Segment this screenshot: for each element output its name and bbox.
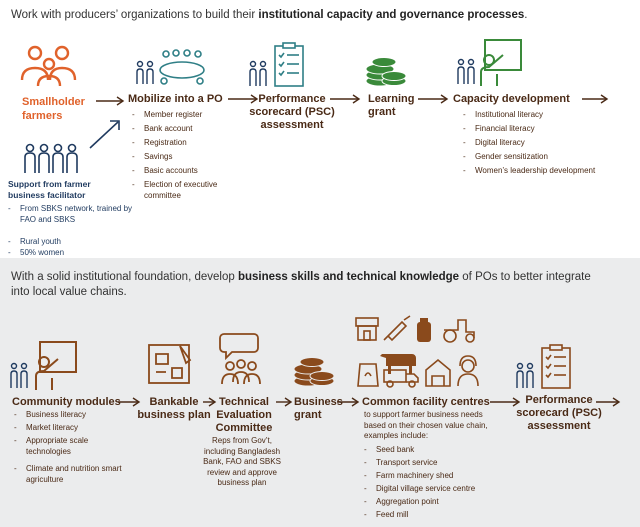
- smallholder-label: Smallholder farmers: [22, 96, 85, 122]
- clipboard-checklist-icon: [514, 344, 576, 392]
- tec-title: Technical Evaluation Committee: [215, 396, 273, 434]
- list-item: - Registration: [130, 137, 250, 148]
- coins-icon: [364, 52, 408, 88]
- list-item: - Bank account: [130, 123, 250, 134]
- facilitator-list: [6, 203, 136, 258]
- seed-bag-icon: [358, 364, 378, 386]
- diagonal-arrow: [88, 118, 124, 150]
- list-item: - Aggregation point: [362, 496, 502, 507]
- list-item: - Feed mill: [362, 509, 502, 520]
- tec-note: Reps from Gov’t, including Bangladesh Bank, FAO and SBKS review and approve business plan: [203, 436, 281, 487]
- headset-person-icon: [458, 356, 478, 386]
- teacher-board-icon: [455, 38, 525, 88]
- milk-bottle-icon: [417, 318, 431, 342]
- psc-label: Performance scorecard (PSC) assessment: [249, 93, 335, 131]
- barn-icon: [426, 360, 450, 386]
- list-item: - Institutional literacy: [461, 109, 636, 120]
- meeting-table-icon: [134, 48, 210, 88]
- list-item: - 50% women: [6, 247, 136, 258]
- list-item: - Digital literacy: [461, 137, 636, 148]
- list-item: - Election of executive committee: [130, 179, 250, 201]
- cow-icon: [380, 354, 416, 374]
- list-item: - Savings: [130, 151, 250, 162]
- flow-arrow: [330, 94, 364, 104]
- list-item: - Rural youth: [6, 236, 136, 247]
- list-item: - Business literacy: [12, 409, 132, 420]
- learning-grant-label: Learning grant: [368, 93, 415, 118]
- committee-icon: [218, 332, 264, 388]
- syringe-icon: [384, 316, 410, 340]
- tractor-icon: [444, 320, 474, 342]
- list-item: - Gender sensitization: [461, 151, 636, 162]
- mobilize-title: Mobilize into a PO: [128, 93, 223, 105]
- list-item: - Digital village service centre: [362, 483, 502, 494]
- mobilize-list: [130, 109, 250, 201]
- facility-icons: [354, 314, 484, 390]
- list-item: - Farm machinery shed: [362, 470, 502, 481]
- capacity-title: Capacity development: [453, 93, 570, 105]
- list-item: - Member register: [130, 109, 250, 120]
- farmers-icon: [18, 44, 80, 90]
- list-item: - Seed bank: [362, 444, 502, 455]
- shop-icon: [356, 318, 378, 340]
- flow-arrow: [96, 96, 128, 106]
- capacity-list: [461, 109, 636, 176]
- clipboard-checklist-icon: [247, 42, 309, 90]
- list-item: - Transport service: [362, 457, 502, 468]
- list-item: - Financial literacy: [461, 123, 636, 134]
- coins-icon: [292, 352, 336, 388]
- people-group-icon: [22, 143, 80, 175]
- flow-arrow: [582, 94, 612, 104]
- flow-arrow: [337, 397, 363, 407]
- community-title: Community modules: [12, 396, 121, 408]
- top-intro: Work with producers’ organizations to build their institutional capacity and governance processes.: [11, 9, 528, 21]
- blueprint-icon: [146, 342, 194, 388]
- teacher-board-icon: [8, 340, 80, 392]
- psc-label-bottom: Performance scorecard (PSC) assessment: [516, 394, 602, 432]
- flow-arrow: [418, 94, 452, 104]
- bottom-intro: With a solid institutional foundation, develop business skills and technical knowledge of POs to better integrate into local value chains.: [11, 271, 591, 298]
- cfc-list: [362, 444, 502, 520]
- community-list: [12, 409, 132, 485]
- list-item: - Women’s leadership development: [461, 165, 636, 176]
- flow-arrow: [276, 397, 296, 407]
- bankable-label: Bankable business plan: [137, 396, 211, 421]
- list-item: - Market literacy: [12, 422, 132, 433]
- facilitator-title: Support from farmer business facilitator: [8, 179, 91, 200]
- list-item: - Climate and nutrition smart agriculture: [12, 463, 136, 485]
- flow-arrow: [596, 397, 624, 407]
- business-grant-label: Business grant: [294, 396, 343, 421]
- list-item: - Appropriate scale technologies: [12, 435, 126, 457]
- cfc-title: Common facility centres: [362, 396, 490, 408]
- list-item: - From SBKS network, trained by FAO and SBKS: [6, 203, 136, 225]
- cfc-note: to support farmer business needs based on their chosen value chain, examples include:: [364, 410, 488, 440]
- list-item: - Basic accounts: [130, 165, 250, 176]
